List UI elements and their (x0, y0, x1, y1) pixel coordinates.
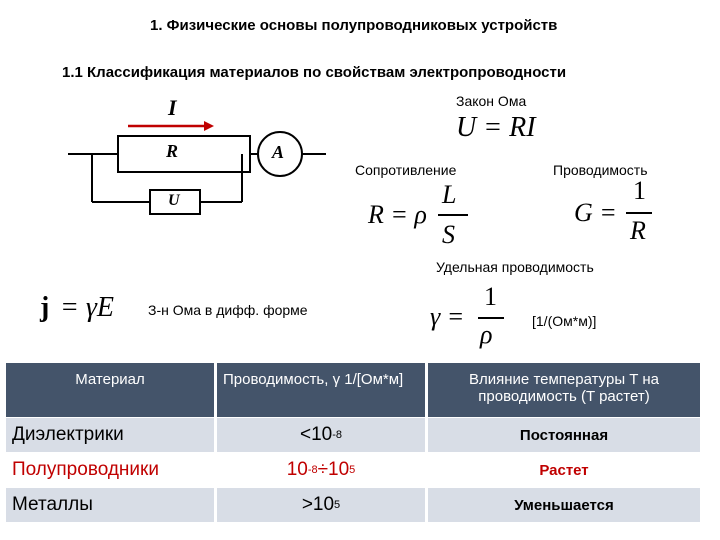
table-row-value (217, 418, 425, 452)
ohm-law-formula: U = RI (456, 112, 536, 143)
value-exponent: -8 (332, 429, 342, 441)
value-exponent-upper: 5 (349, 464, 356, 476)
effect-metals: Уменьшается (514, 496, 614, 514)
table-header-temperature-effect: Влияние температуры T на проводимость (T растет) (428, 363, 700, 417)
value-exponent: -8 (307, 464, 318, 476)
value-range-separator: ÷10 (317, 459, 350, 480)
value-dielectrics: <10 (299, 424, 333, 445)
voltage-label: U (168, 192, 180, 209)
ammeter-label: A (272, 142, 285, 162)
material-metals: Металлы (12, 494, 93, 515)
conductance-lhs: G = (574, 198, 617, 227)
resistance-fraction-bar (438, 214, 468, 216)
specific-conductivity-unit: [1/(Ом*м)] (532, 313, 597, 329)
resistor-box (118, 136, 250, 172)
table-row-value (217, 488, 425, 522)
value-exponent: 5 (334, 499, 341, 511)
current-label: I (168, 95, 177, 120)
table-row-effect (428, 488, 700, 522)
conductance-fraction-bar (626, 212, 652, 214)
differential-formula-rest: = γE (60, 292, 115, 323)
table-row-material (6, 418, 214, 452)
effect-semiconductors: Растет (539, 461, 589, 479)
value-metals: >10 (301, 494, 335, 515)
resistance-lhs: R = ρ (368, 200, 427, 229)
resistance-title: Сопротивление (355, 162, 457, 178)
effect-dielectrics: Постоянная (519, 426, 609, 444)
table-row-material (6, 488, 214, 522)
ohm-law-title: Закон Ома (456, 93, 527, 109)
conductance-numerator: 1 (633, 176, 646, 205)
table-header-material: Материал (6, 363, 214, 417)
specific-conductivity-fraction-bar (478, 317, 504, 319)
conductance-title: Проводимость (553, 162, 648, 178)
resistance-denominator: S (442, 220, 455, 249)
specific-conductivity-title: Удельная проводимость (436, 259, 594, 275)
specific-conductivity-numerator: 1 (484, 282, 497, 311)
differential-label: З-н Ома в дифф. форме (148, 302, 308, 318)
conductance-denominator: R (630, 216, 646, 245)
value-semiconductors: 10 (286, 459, 308, 480)
table-row-effect (428, 453, 700, 487)
material-semiconductors: Полупроводники (12, 459, 159, 480)
table-row-material (6, 453, 214, 487)
specific-conductivity-denominator: ρ (480, 320, 493, 349)
table-row-effect (428, 418, 700, 452)
resistor-label: R (166, 141, 179, 161)
table-row-value (217, 453, 425, 487)
section-subheading: 1.1 Классификация материалов по свойствам электропроводности (62, 64, 567, 81)
resistance-numerator: L (442, 180, 457, 209)
table-header-conductivity: Проводимость, γ 1/[Ом*м] (217, 363, 425, 417)
page-heading: 1. Физические основы полупроводниковых устройств (150, 17, 558, 34)
differential-formula-j: j (40, 292, 50, 323)
specific-conductivity-lhs: γ = (430, 302, 465, 331)
material-dielectrics: Диэлектрики (12, 424, 124, 445)
